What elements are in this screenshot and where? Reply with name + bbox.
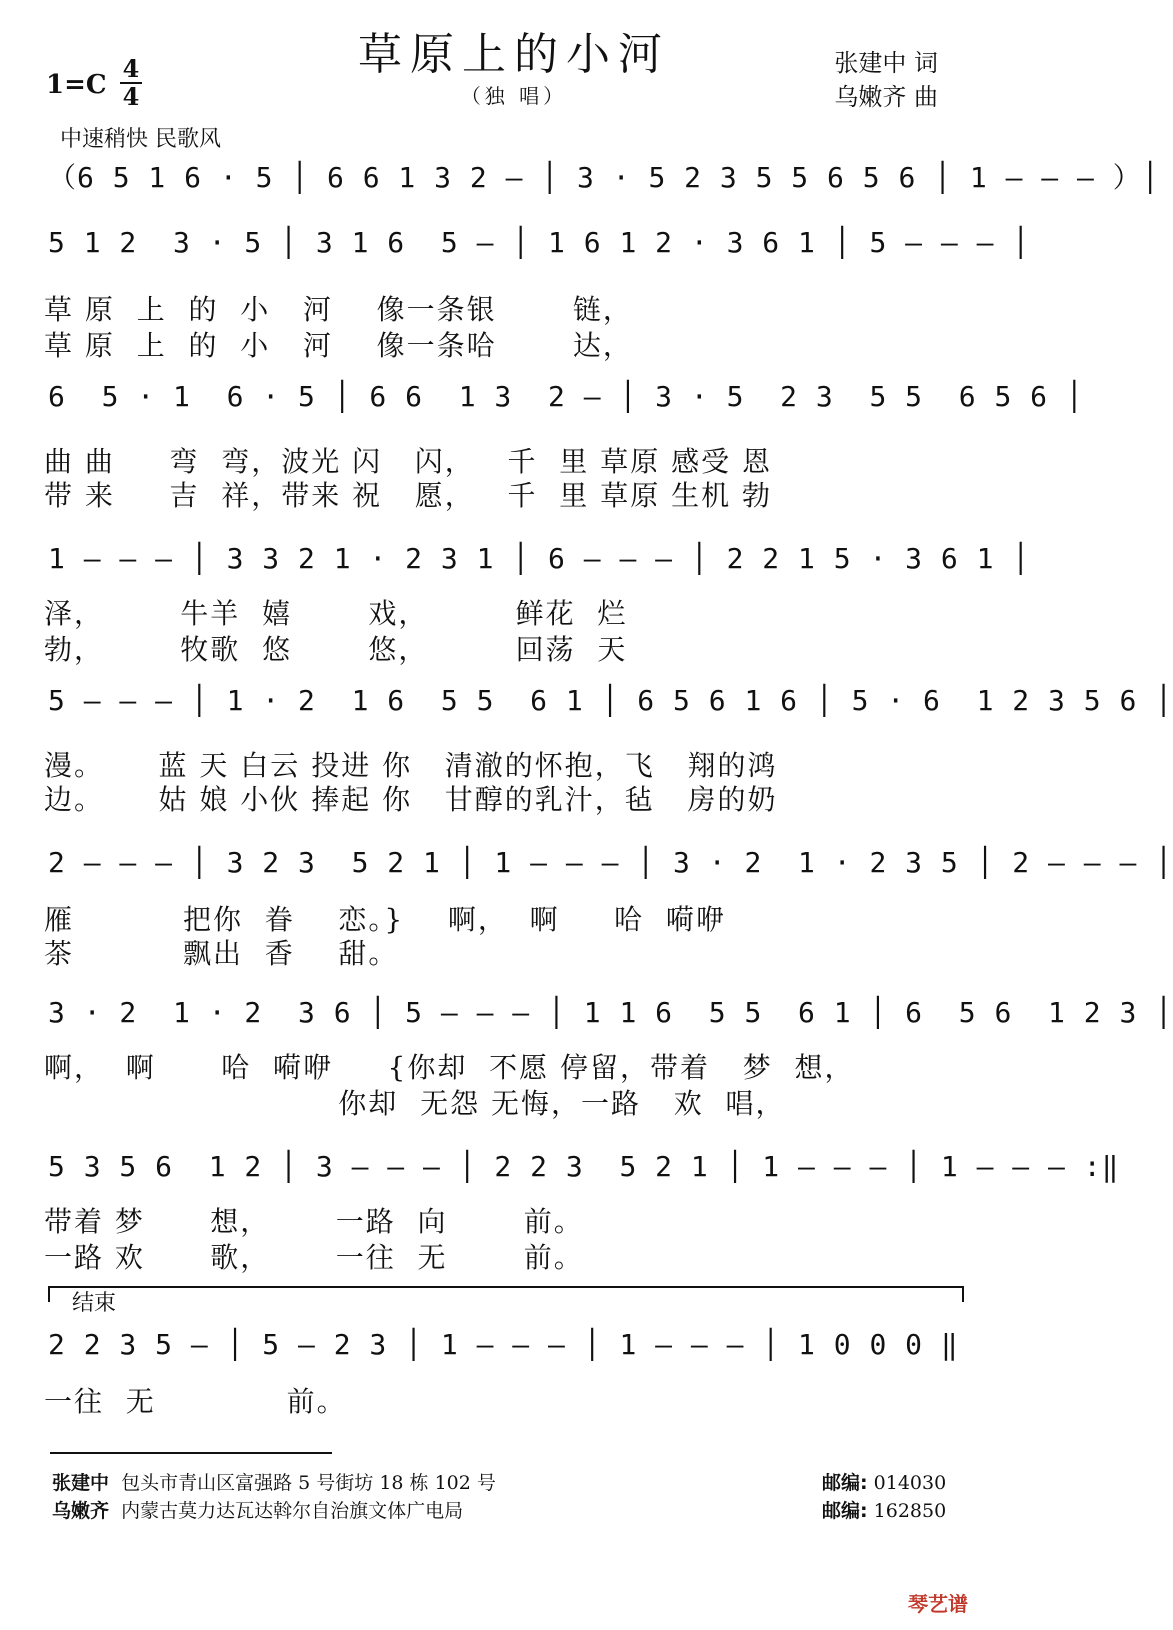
lyrics-line-3b: 带 来 吉 祥，带来 祝 愿， 千 里 草原 生机 勃 [44,479,773,512]
address-2 [52,1496,463,1523]
composer: 乌嫩齐 曲 [834,83,938,111]
postcode-1-label: 邮编: [822,1472,868,1494]
lyrics-line-5a: 漫。 蓝 天 白云 投进 你 清澈的怀抱，飞 翔的鸿 [44,749,778,782]
ending-label: 结束 [72,1291,117,1316]
time-signature [120,56,142,110]
notes-line-8: 5 3 5 6 1 2 │ 3 — — — │ 2 2 3 5 2 1 │ 1 — — — │ 1 — — — :‖ [48,1150,1120,1183]
notes-line-3: 6 5 · 1 6 · 5 │ 6 6 1 3 2 — │ 3 · 5 2 3 5 5 6 5 6 │ [48,380,1084,413]
lyrics-line-7b: 你却 无怨 无悔，一路 欢 唱， [44,1087,786,1120]
postcode-2-value: 162850 [873,1500,947,1522]
lyrics-line-5b: 边。 姑 娘 小伙 捧起 你 甘醇的乳汁，毡 房的奶 [44,783,778,816]
subtitle: （独 唱） [460,84,568,108]
address-2-name: 乌嫩齐 [52,1500,110,1522]
key-signature: 1=C [46,70,107,100]
address-1-name: 张建中 [52,1472,110,1494]
lyrics-line-9: 一往 无 前。 [44,1385,347,1418]
notes-line-5: 5 — — — │ 1 · 2 1 6 5 5 6 1 │ 6 5 6 1 6 │ 5 · 6 1 2 3 5 6 │ [48,684,1173,717]
lyrics-line-2a: 草 原 上 的 小 河 像一条银 链， [44,293,633,326]
notes-line-9: 2 2 3 5 — │ 5 — 2 3 │ 1 — — — │ 1 — — — │ 1 0 0 0 ‖ [48,1328,959,1361]
address-1-text: 包头市青山区富强路 5 号街坊 18 栋 102 号 [121,1472,496,1494]
lyrics-line-6b: 茶 飘出 香 甜。 [44,937,399,970]
lyrics-line-6a: 雁 把你 眷 恋。} 啊， 啊 哈 嗬咿 [44,903,726,936]
lyrics-line-8b: 一路 欢 歌， 一往 无 前。 [44,1241,584,1274]
lyrics-line-3a: 曲 曲 弯 弯，波光 闪 闪， 千 里 草原 感受 恩 [44,445,773,478]
notes-line-2: 5 1 2 3 · 5 │ 3 1 6 5 — │ 1 6 1 2 · 3 6 1 │ 5 — — — │ [48,226,1031,259]
lyrics-line-2b: 草 原 上 的 小 河 像一条哈 达， [44,329,633,362]
ending-bracket [48,1286,964,1302]
address-2-text: 内蒙古莫力达瓦达斡尔自治旗文体广电局 [121,1500,464,1522]
postcode-2-label: 邮编: [822,1500,868,1522]
notes-line-4: 1 — — — │ 3 3 2 1 · 2 3 1 │ 6 — — — │ 2 2 1 5 · 3 6 1 │ [48,542,1031,575]
lyrics-line-7a: 啊， 啊 哈 嗬咿 {你却 不愿 停留，带着 梦 想， [44,1051,855,1084]
lyrics-line-4a: 泽， 牛羊 嬉 戏， 鲜花 烂 [44,597,628,630]
postcode-1 [822,1468,946,1495]
footer-divider [50,1452,332,1454]
notes-line-1: （6 5 1 6 · 5 │ 6 6 1 3 2 — │ 3 · 5 2 3 5 5 6 5 6 │ 1 — — — ）│ [48,161,1160,194]
lyrics-line-8a: 带着 梦 想， 一路 向 前。 [44,1205,584,1238]
time-bottom: 4 [122,82,140,111]
postcode-1-value: 014030 [873,1472,947,1494]
watermark-logo: 琴艺谱 [908,1592,968,1616]
postcode-2 [822,1496,946,1523]
address-1 [52,1468,496,1495]
notes-line-7: 3 · 2 1 · 2 3 6 │ 5 — — — │ 1 1 6 5 5 6 1 │ 6 5 6 1 2 3 │ [48,996,1173,1029]
page-title: 草原上的小河 [358,29,670,80]
tempo-marking: 中速稍快 民歌风 [60,127,221,152]
notes-line-6: 2 — — — │ 3 2 3 5 2 1 │ 1 — — — │ 3 · 2 1 · 2 3 5 │ 2 — — — │ [48,846,1173,879]
credits [834,46,938,114]
lyricist: 张建中 词 [834,49,938,77]
time-top: 4 [122,54,140,83]
lyrics-line-4b: 勃， 牧歌 悠 悠， 回荡 天 [44,633,628,666]
